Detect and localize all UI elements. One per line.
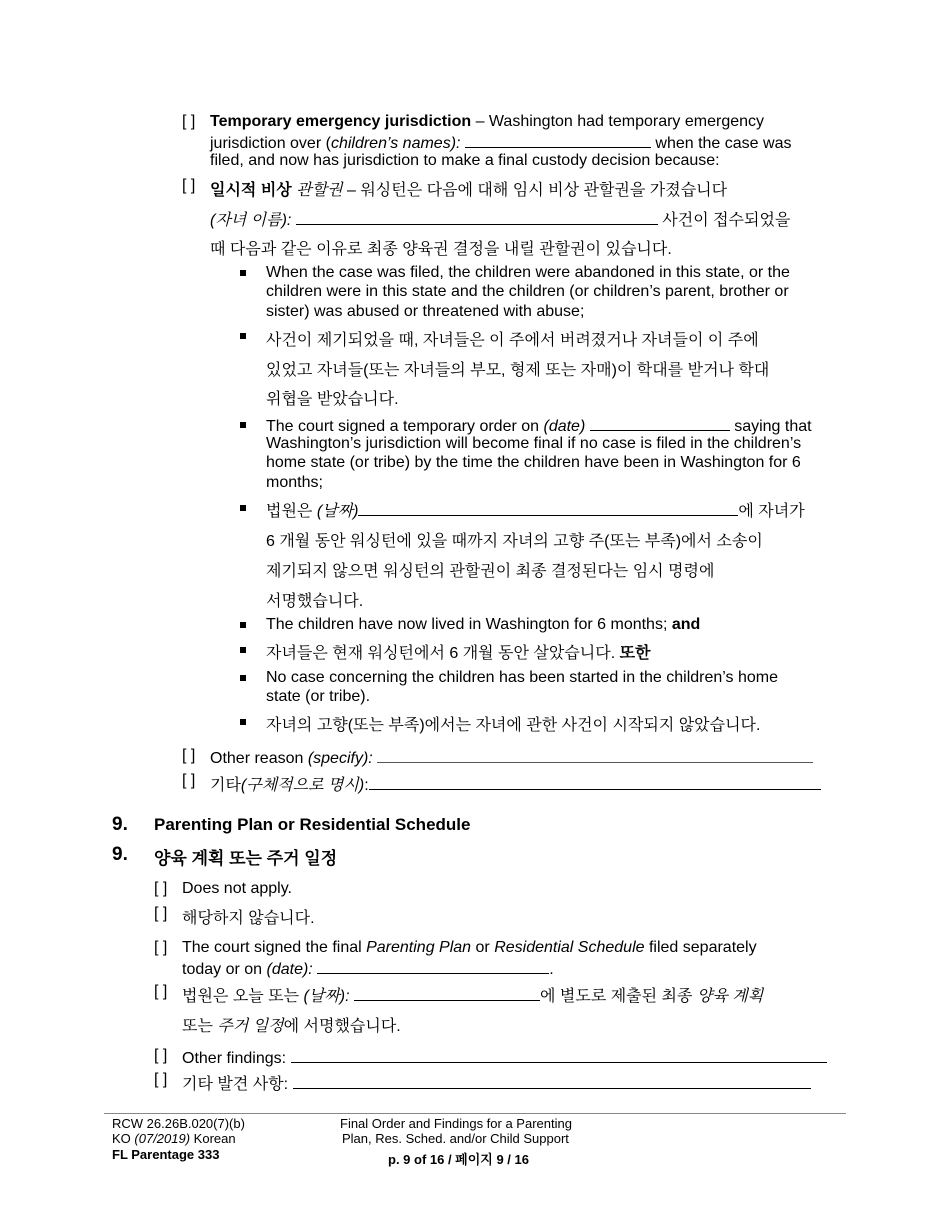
checkbox[interactable]: [ ] — [182, 747, 196, 764]
children-names-field-ko[interactable] — [296, 209, 658, 225]
bullet-icon — [240, 505, 246, 511]
section-title: Parenting Plan or Residential Schedule — [154, 815, 471, 834]
checkbox[interactable]: [ ] — [182, 177, 196, 194]
bullet-icon — [240, 270, 246, 276]
temp-emergency-heading: Temporary emergency jurisdiction — [210, 113, 472, 130]
footer-divider — [104, 1113, 846, 1114]
other-reason-field[interactable] — [377, 747, 813, 763]
checkbox[interactable]: [ ] — [154, 939, 168, 956]
checkbox[interactable]: [ ] — [154, 983, 168, 1000]
other-reason-field-ko[interactable] — [369, 774, 821, 790]
footer-rcw: RCW 26.26B.020(7)(b) — [112, 1116, 245, 1131]
bullet-icon — [240, 647, 246, 653]
date-field-ko[interactable] — [354, 985, 540, 1001]
footer-page-number: p. 9 of 16 / 페이지 9 / 16 — [388, 1152, 529, 1167]
footer-language: KO (07/2019) Korean — [112, 1131, 236, 1146]
other-findings-field-ko[interactable] — [293, 1073, 811, 1089]
bullet-icon — [240, 675, 246, 681]
section-number: 9. — [112, 814, 128, 835]
checkbox[interactable]: [ ] — [154, 905, 168, 922]
other-findings-field[interactable] — [291, 1047, 827, 1063]
date-field[interactable] — [590, 415, 730, 431]
footer-form-id: FL Parentage 333 — [112, 1147, 220, 1162]
checkbox[interactable]: [ ] — [182, 772, 196, 789]
checkbox[interactable]: [ ] — [182, 113, 196, 130]
bullet-icon — [240, 333, 246, 339]
date-field-ko[interactable] — [358, 500, 738, 516]
section-title-ko: 양육 계획 또는 주거 일정 — [154, 849, 338, 868]
bullet-icon — [240, 719, 246, 725]
footer-title-1: Final Order and Findings for a Parenting — [340, 1116, 572, 1131]
checkbox[interactable]: [ ] — [154, 1047, 168, 1064]
checkbox[interactable]: [ ] — [154, 880, 168, 897]
date-field[interactable] — [317, 958, 549, 974]
footer-title-2: Plan, Res. Sched. and/or Child Support — [342, 1131, 569, 1146]
bullet-icon — [240, 422, 246, 428]
bullet-icon — [240, 622, 246, 628]
section-number: 9. — [112, 844, 128, 865]
checkbox[interactable]: [ ] — [154, 1071, 168, 1088]
children-names-field[interactable] — [465, 132, 651, 148]
